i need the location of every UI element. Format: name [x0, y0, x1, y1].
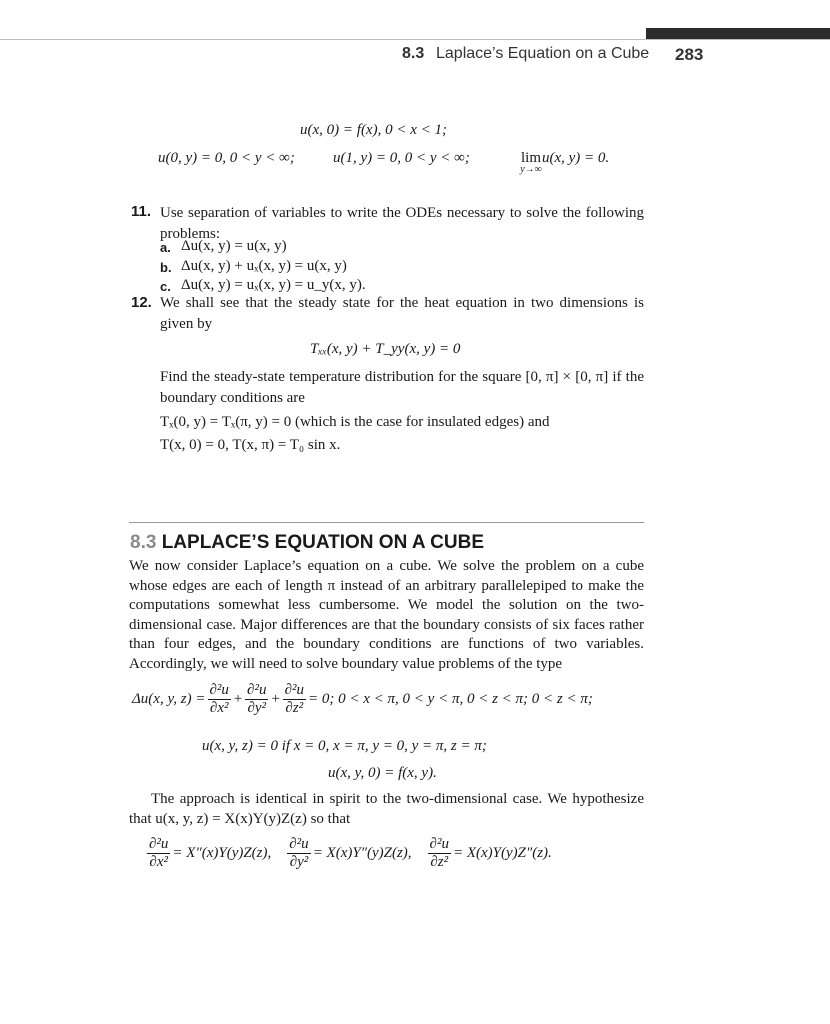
page-number: 283 [675, 45, 704, 64]
exercise-11b-text: Δu(x, y) + uₓ(x, y) = u(x, y) [181, 258, 347, 274]
section-heading [130, 532, 484, 554]
fraction-d2u-dx2 [147, 836, 170, 871]
denominator-dz2: ∂z² [430, 854, 449, 870]
bc-equation-2b: u(1, y) = 0, 0 < y < ∞; [333, 150, 470, 166]
separation-equations [145, 836, 552, 871]
exercise-12-text-2: Find the steady-state temperature distribution for the square [0, π] × [0, π] if the boundary conditions are [160, 369, 644, 406]
exercise-12-text: We shall see that the steady state for the heat equation in two dimensions is given by [160, 295, 644, 332]
numerator-d2u: ∂²u [429, 836, 449, 852]
cube-bc-2: u(x, y, 0) = f(x, y). [328, 765, 437, 781]
exercise-11-number: 11. [131, 203, 152, 220]
header-section-title: Laplace’s Equation on a Cube [436, 45, 650, 62]
fraction-d2u-dy2 [287, 836, 310, 871]
exercise-11a-text: Δu(x, y) = u(x, y) [181, 238, 287, 254]
bc-equation-2a: u(0, y) = 0, 0 < y < ∞; [158, 150, 295, 166]
fraction-d2u-dx2 [208, 682, 231, 717]
section-paragraph-1: We now consider Laplace’s equation on a cube. We solve the problem on a cube whose edges are each of length π instead of an arbitrary parallelepiped to make the computations somewhat less cumbersome. We model the solution on the two-dimensional case. Major differences are that the boundary consists of six faces rather than four edges, and the boundary conditions are functions of two variables. Accordingly, we will need to solve boundary value problems of the type [129, 558, 644, 672]
denominator-dx2: ∂x² [149, 854, 168, 870]
fraction-d2u-dz2 [428, 836, 451, 871]
separation-z: = X(x)Y(y)Z″(z). [452, 845, 552, 861]
laplace-equation [132, 682, 593, 717]
numerator-d2u: ∂²u [209, 682, 229, 698]
numerator-d2u: ∂²u [247, 682, 267, 698]
exercise-11c-text: Δu(x, y) = uₓ(x, y) = u_y(x, y). [181, 277, 366, 293]
exercise-11a-label: a. [160, 240, 171, 255]
exercise-11-text: Use separation of variables to write the ODEs necessary to solve the following problems: [160, 205, 644, 242]
denominator-dx2: ∂x² [209, 700, 229, 716]
section-heading-title: LAPLACE’S EQUATION ON A CUBE [161, 532, 485, 553]
cube-bc-1: u(x, y, z) = 0 if x = 0, x = π, y = 0, y = π, z = π; [202, 738, 487, 754]
header-section-number: 8.3 [402, 45, 425, 62]
numerator-d2u: ∂²u [149, 836, 169, 852]
separation-y: = X(x)Y″(y)Z(z), [312, 845, 412, 861]
exercise-12-number: 12. [131, 294, 152, 311]
denominator-dy2: ∂y² [289, 854, 309, 870]
laplace-lhs: Δu(x, y, z) = [132, 691, 206, 707]
separation-x: = X″(x)Y(y)Z(z), [172, 845, 272, 861]
laplace-rhs: = 0; 0 < x < π, 0 < y < π, 0 < z < π; 0 < z < π; [308, 691, 593, 707]
exercise-12-bc-1: Tₓ(0, y) = Tₓ(π, y) = 0 (which is the case for insulated edges) and [160, 414, 550, 430]
denominator-dz2: ∂z² [285, 700, 304, 716]
numerator-d2u: ∂²u [284, 682, 305, 698]
numerator-d2u: ∂²u [289, 836, 309, 852]
section-divider [129, 522, 644, 523]
limit-expression: u(x, y) = 0. [542, 150, 610, 166]
bc-equation-1: u(x, 0) = f(x), 0 < x < 1; [300, 122, 447, 138]
section-paragraph-2: The approach is identical in spirit to the two-dimensional case. We hypothesize that u(x, y, z) = X(x)Y(y)Z(z) so that [129, 791, 644, 827]
exercise-11c-label: c. [160, 279, 171, 294]
fraction-d2u-dz2 [283, 682, 306, 717]
plus-sign: + [270, 691, 281, 707]
section-heading-number: 8.3 [130, 532, 157, 553]
exercise-12-equation: Tₓₓ(x, y) + T_yy(x, y) = 0 [310, 341, 461, 357]
plus-sign: + [232, 691, 244, 707]
limit-subscript: y→∞ [520, 164, 542, 175]
exercise-12-bc-2: T(x, 0) = 0, T(x, π) = T₀ sin x. [160, 437, 341, 453]
denominator-dy2: ∂y² [247, 700, 267, 716]
header-rule [0, 39, 830, 40]
fraction-d2u-dy2 [245, 682, 268, 717]
limit-word: lim [520, 150, 541, 166]
exercise-11b-label: b. [160, 260, 172, 275]
